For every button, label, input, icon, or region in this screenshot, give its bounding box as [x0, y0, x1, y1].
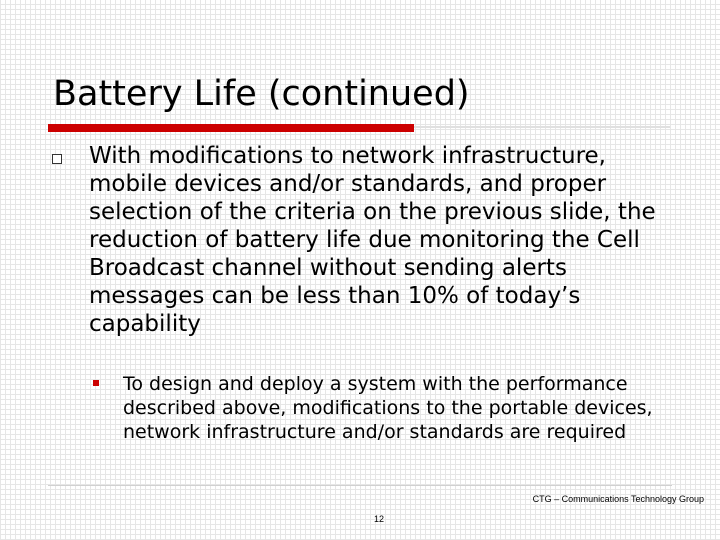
- hollow-square-bullet-icon: [52, 154, 62, 164]
- slide-title: Battery Life (continued): [53, 74, 470, 114]
- filled-square-bullet-icon: [93, 380, 99, 386]
- footer-organization: CTG – Communications Technology Group: [532, 494, 704, 504]
- bullet-text: With modifications to network infrastructure, mobile devices and/or standards, and proper selection of the criteria on the previous slide, the reduction of battery life due monitoring the Cell Broadcast channel without sending alerts messages can be less than 10% of today’s capability: [89, 143, 656, 337]
- title-underline-accent: [48, 124, 414, 132]
- sub-bullet-text: To design and deploy a system with the performance described above, modifications to the portable devices, network infrastructure and/or standards are required: [123, 373, 653, 443]
- page-number: 12: [373, 514, 384, 524]
- footer-divider: [48, 485, 672, 486]
- title-underline-rule: [414, 126, 670, 128]
